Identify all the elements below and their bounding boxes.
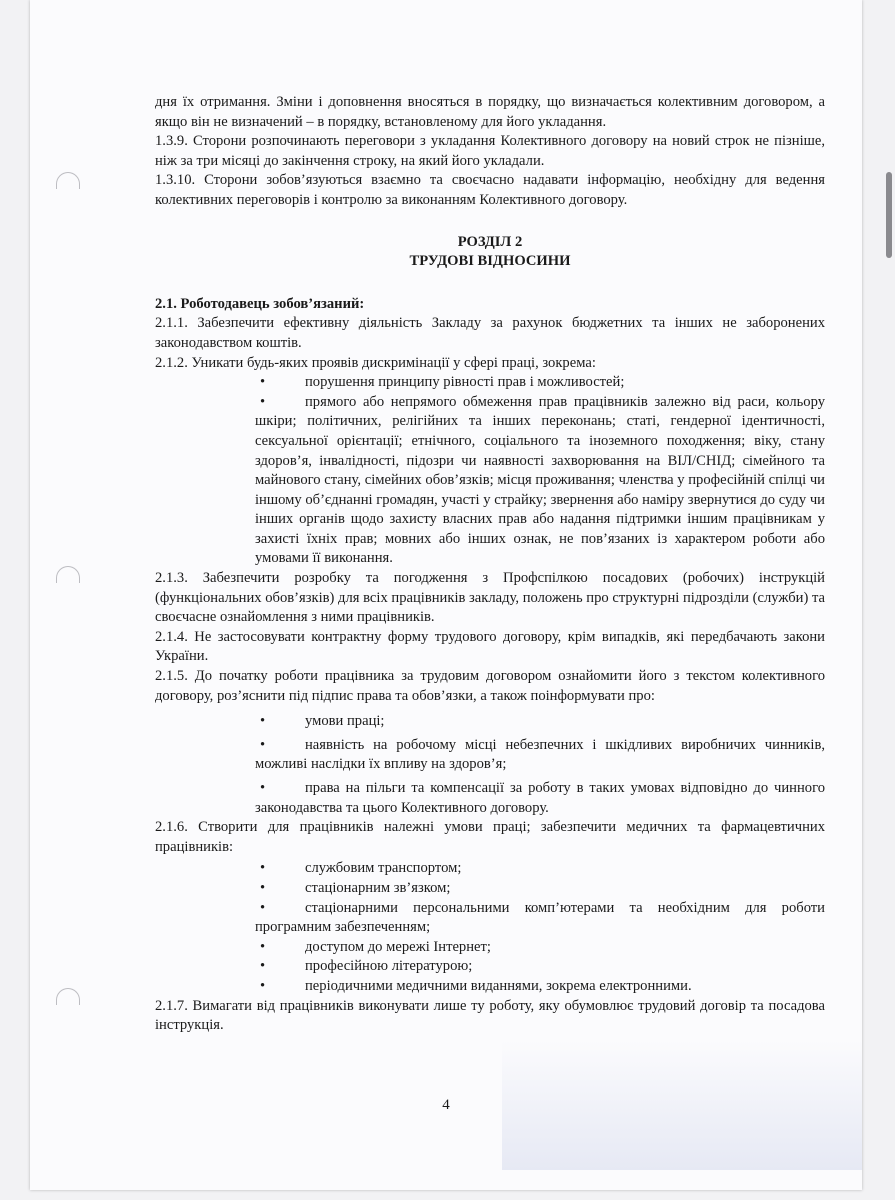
bullet-icon: • [260,736,266,753]
punch-hole-mark [56,988,80,1005]
bullet-icon: • [260,860,266,877]
page-number: 4 [442,1097,450,1113]
section-title: РОЗДІЛ 2 [457,233,523,250]
list-item: • стаціонарними персональними комп’ютерами та необхідним для роботи програмним забезпеченням; [255,899,825,936]
scanned-page [30,0,862,1190]
list-item: • прямого або непрямого обмеження прав працівників залежно від раси, кольору шкіри; політичних, релігійних та інших переконань; статі, гендерної ідентичності, сексуальної орієнтації; етнічного, соціального та іноземного походження; віку, стану здоров’я, інвалідності, підозри чи наявності захворювання на ВІЛ/СНІД; сімейного та майнового стану, сімейних обов’язків; місця проживання; членства у професійній спілці чи іншому об’єднанні громадян, участі у страйку; звернення або наміру звернутися до суду чи інших органів щодо захисту власних прав або надання підтримки іншим працівникам у захисті їхніх прав; мовних або інших ознак, не пов’язаних із характером роботи або умовами її виконання. [255,393,825,567]
paragraph-2-1-5: 2.1.5. До початку роботи працівника за трудовим договором ознайомити його з текстом колективного договору, роз’яснити під підпис права та обов’язки, а також поінформувати про: [155,668,825,704]
list-item: • наявність на робочому місці небезпечних і шкідливих виробничих чинників, можливі наслідки їх впливу на здоров’я; [255,736,825,773]
scrollbar-thumb[interactable] [886,172,892,258]
paragraph-1-3-10: 1.3.10. Сторони зобов’язуються взаємно та своєчасно надавати інформацію, необхідну для ведення колективних переговорів і контролю за виконанням Колективного договору. [155,172,825,208]
page-text [155,93,825,1036]
bullet-list-inform [155,712,825,818]
punch-hole-mark [56,566,80,583]
bullet-icon: • [260,780,266,796]
section-subtitle: ТРУДОВІ ВІДНОСИНИ [409,253,571,270]
bullet-icon: • [260,977,266,994]
list-item: • порушення принципу рівності прав і можливостей; [155,373,825,393]
bullet-icon: • [260,374,266,391]
list-item: • умови праці; [155,712,825,732]
bullet-icon: • [260,899,266,916]
paragraph-2-1-1: 2.1.1. Забезпечити ефективну діяльність Закладу за рахунок бюджетних та інших не заборонених законодавством коштів. [155,315,825,351]
bullet-icon: • [260,958,266,975]
subsection-heading: 2.1. Роботодавець зобов’язаний: [155,295,365,312]
list-item: • службовим транспортом; [155,859,825,879]
list-item: • доступом до мережі Інтернет; [155,938,825,958]
paragraph-2-1-2: 2.1.2. Уникати будь-яких проявів дискримінації у сфері праці, зокрема: [155,354,596,371]
paragraph-2-1-7: 2.1.7. Вимагати від працівників виконувати лише ту роботу, яку обумовлює трудовий договір та посадова інструкція. [155,997,825,1034]
punch-hole-mark [56,172,80,189]
bullet-icon: • [260,713,266,730]
list-item: • права на пільги та компенсації за роботу в таких умовах відповідно до чинного законодавства та цього Колективного договору. [255,780,825,816]
bullet-icon: • [260,938,266,955]
paragraph-2-1-4: 2.1.4. Не застосовувати контрактну форму трудового договору, крім випадків, які передбачають закони України. [155,628,825,665]
paragraph-2-1-6: 2.1.6. Створити для працівників належні умови праці; забезпечити медичних та фармацевтичних працівників: [155,819,825,855]
paragraph-1-3-9: 1.3.9. Сторони розпочинають переговори з укладання Колективного договору на новий строк не пізніше, ніж за три місяці до закінчення строку, на який його укладали. [155,133,825,169]
list-item: • стаціонарним зв’язком; [155,879,825,899]
paragraph: дня їх отримання. Зміни і доповнення вносяться в порядку, що визначається колективним договором, а якщо він не визначений – в порядку, встановленому для його укладання. [155,94,825,130]
bullet-list-conditions [155,859,825,996]
bullet-icon: • [260,879,266,896]
paragraph-2-1-3: 2.1.3. Забезпечити розробку та погодження з Профспілкою посадових (робочих) інструкцій (функціональних обов’язків) для всіх працівників закладу, положень про структурні підрозділи (служби) та своєчасне ознайомлення з ними працівників. [155,570,825,626]
list-item: • професійною літературою; [155,957,825,977]
list-item: • періодичними медичними виданнями, зокрема електронними. [155,977,825,997]
bullet-list-discrimination [155,373,825,569]
bullet-icon: • [260,393,266,410]
